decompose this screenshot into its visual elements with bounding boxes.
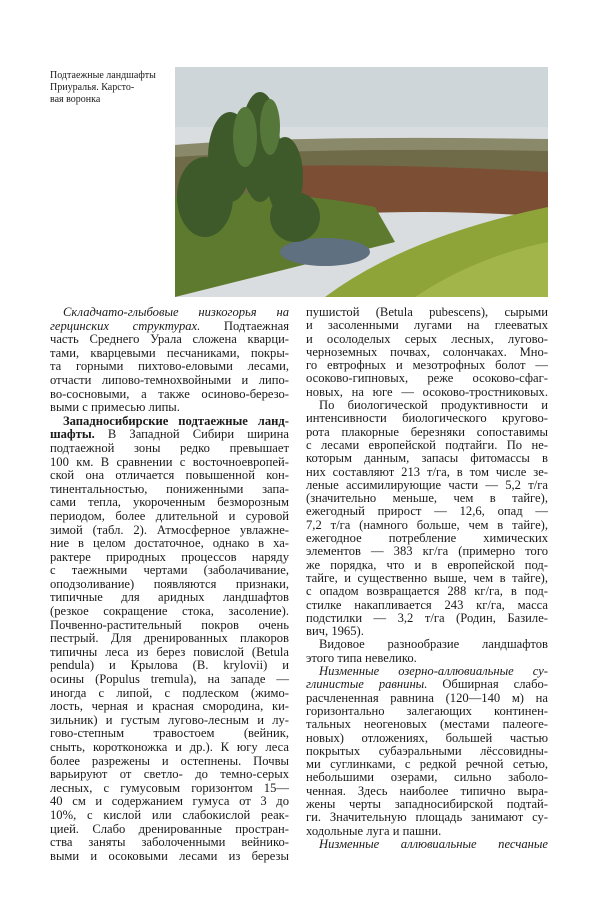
text-line: [306, 678, 548, 691]
body-text: часть Среднего Урала сложена кварци-: [50, 332, 289, 347]
text-line: [50, 782, 289, 796]
text-line: [306, 519, 548, 532]
text-line: [50, 388, 289, 402]
text-line: [50, 415, 289, 429]
caption-line: вая воронка: [50, 94, 101, 105]
body-text: интенсивности биологического кругово-: [306, 411, 548, 426]
text-column-left: [50, 306, 289, 863]
text-line: [50, 442, 289, 456]
text-line: [50, 741, 289, 755]
body-text: (резкое сокращение стока, засоление).: [50, 604, 289, 619]
text-line: [306, 599, 548, 612]
text-line: [306, 758, 548, 771]
body-text: 100 км. В сравнении с восточноевропей-: [50, 454, 289, 469]
body-text: типичные для аридных ландшафтов: [50, 590, 289, 605]
body-text: иногда с липой, с подлеском (жимо-: [50, 685, 289, 700]
text-line: [306, 359, 548, 372]
body-text: гово-степным травостоем (вейник,: [50, 726, 289, 741]
body-text: во-сосновыми, а также осиново-березо-: [50, 386, 289, 401]
caption-line: Подтаежные ландшафты: [50, 70, 156, 81]
body-text: ства заняты заболоченными вейнико-: [50, 835, 289, 850]
text-line: [50, 428, 289, 442]
body-text: варьируют от светло- до темно-серых: [50, 767, 289, 782]
body-text: них составляют 213 т/га, в том числе зе-: [306, 464, 548, 479]
text-column-right: [306, 306, 548, 851]
text-line: [50, 510, 289, 524]
body-text: тайге, и существенно выше, чем в тайге),: [306, 570, 548, 585]
body-text: ежегодное потребление химических: [306, 531, 548, 546]
bold-heading-text: Западносибирские подтаежные ланд-: [63, 413, 289, 428]
body-text: периодом, более длительной и суровой: [50, 508, 289, 523]
bold-heading-text: шафты.: [50, 427, 95, 442]
text-line: [306, 492, 548, 505]
body-text: ской она отличается повышенной кон-: [50, 468, 289, 483]
body-text: цией. Слабо дренированные простран-: [50, 821, 289, 836]
body-text: зимой (табл. 2). Атмосферное увлажне-: [50, 522, 289, 537]
body-text: лость, черная и красная смородина, ки-: [50, 699, 289, 714]
body-text: отчасти липово-темнохвойными и липо-: [50, 372, 289, 387]
text-line: [306, 466, 548, 479]
body-text: зильник) и густым лугово-лесным и лу-: [50, 712, 289, 727]
text-line: [306, 798, 548, 811]
text-line: [50, 537, 289, 551]
text-line: [50, 727, 289, 741]
body-text: pendula) и Крылова (B. krylovii) и: [50, 658, 289, 673]
text-line: [50, 714, 289, 728]
text-line: [306, 452, 548, 465]
text-line: [50, 700, 289, 714]
text-line: [50, 619, 289, 633]
body-text: пушистой (Betula pubescens), сырыми: [306, 305, 548, 319]
body-text: сныть, коротконожка и др.). К югу леса: [50, 740, 289, 754]
body-text: 7,2 т/га (намного больше, чем в тайге),: [306, 517, 548, 532]
body-text: ежегодный прирост — 12,6, опад —: [306, 504, 548, 519]
text-line: [306, 665, 548, 678]
body-text: ми суглинками, с редкой речной сетью,: [306, 757, 548, 772]
body-text: рота плакорные березняки сопоставимы: [306, 424, 548, 439]
body-text: 40 см и содержанием гумуса от 3 до: [50, 794, 289, 809]
body-text: более разрежены и остепнены. Почвы: [50, 753, 289, 768]
text-line: [306, 705, 548, 718]
body-text: 10%, с кислой или слабокислой реак-: [50, 807, 289, 822]
body-text: расчлененная равнина (120—140 м) на: [306, 690, 548, 705]
text-line: [306, 638, 548, 651]
text-line: [306, 825, 548, 838]
text-line: [50, 374, 289, 388]
landscape-photo: [175, 67, 548, 297]
text-line: [306, 811, 548, 824]
text-line: [306, 732, 548, 745]
text-line: [306, 585, 548, 598]
body-text: Видовое разнообразие ландшафтов: [319, 637, 548, 652]
body-text: В Западной Сибири ширина: [94, 427, 289, 442]
body-text: которым данным, запасы фитомассы в: [306, 451, 548, 466]
body-text: элементов — 383 кг/га (примерно того: [306, 544, 548, 559]
text-line: [50, 646, 289, 660]
text-line: [50, 524, 289, 538]
text-line: [306, 372, 548, 385]
body-text: Обширная слабо-: [427, 677, 548, 692]
text-line: [50, 836, 289, 850]
body-text: с таежными чертами (заболачивание,: [50, 563, 289, 578]
body-text: та горными пихтово-еловыми лесами,: [50, 359, 289, 374]
text-line: [50, 659, 289, 673]
text-line: [50, 768, 289, 782]
text-line: [306, 386, 548, 399]
text-line: [306, 346, 548, 359]
body-text: покрытых субаэральными лёссовидны-: [306, 743, 548, 758]
text-line: [50, 755, 289, 769]
text-line: [50, 591, 289, 605]
body-text: жены черты западносибирской подтай-: [306, 796, 548, 811]
body-text: пестрый. Для дренированных плакоров: [50, 631, 289, 646]
body-text: вич, 1965).: [306, 624, 364, 639]
body-text: осоково-гипновых, реже осоково-сфаг-: [306, 371, 548, 386]
body-text: небольшими озерами, сильно заболо-: [306, 770, 548, 785]
text-line: [50, 687, 289, 701]
body-text: тальных неогеновых (местами палеоге-: [306, 717, 548, 732]
body-text: подтаежной зоны редко превышает: [50, 440, 289, 455]
text-line: [306, 625, 548, 638]
text-line: [50, 469, 289, 483]
text-line: [306, 785, 548, 798]
body-text: ченная. Здесь наиболее типично выра-: [306, 783, 548, 798]
text-line: [50, 605, 289, 619]
text-line: [306, 692, 548, 705]
text-line: [306, 771, 548, 784]
text-line: [50, 551, 289, 565]
body-text: с лесами европейской подтайги. По не-: [306, 437, 548, 452]
text-line: [306, 439, 548, 452]
text-line: [306, 333, 548, 346]
text-line: [306, 319, 548, 332]
body-text: и засоленными лугами на глееватых: [306, 318, 548, 333]
body-text: типичны леса из берез повислой (Betula: [50, 644, 289, 659]
body-text: выми с примесью липы.: [50, 400, 180, 415]
text-line: [50, 632, 289, 646]
italic-heading-text: Низменные озерно-аллювиальные су-: [319, 664, 548, 679]
text-line: [50, 496, 289, 510]
body-text: го евтрофных и мезотрофных болот —: [306, 358, 548, 373]
photo-caption: [50, 70, 175, 106]
text-line: [50, 456, 289, 470]
body-text: горизонтально залегающих континен-: [306, 703, 548, 718]
body-text: выми и осоковыми лесами из березы: [50, 848, 289, 863]
italic-heading-text: Низменные аллювиальные песчаные: [319, 836, 548, 851]
text-line: [50, 673, 289, 687]
body-text: леные ассимилирующие части — 5,2 т/га: [306, 477, 548, 492]
text-line: [50, 360, 289, 374]
italic-heading-text: глинистые равнины.: [306, 677, 428, 692]
italic-heading-text: Складчато-глыбовые низкогорья на: [63, 305, 289, 319]
body-text: стилке накапливается 243 кг/га, масса: [306, 597, 548, 612]
body-text: этого типа невелико.: [306, 650, 417, 665]
text-line: [50, 823, 289, 837]
body-text: Почвенно-растительный покров очень: [50, 617, 289, 632]
body-text: тинентальностью, пониженными запа-: [50, 481, 289, 496]
text-line: [306, 426, 548, 439]
body-text: ходольные луга и пашни.: [306, 823, 442, 838]
body-text: новых) отложениях, большей частью: [306, 730, 548, 745]
text-line: [50, 850, 289, 864]
text-line: [306, 652, 548, 665]
body-text: новых, на юге — осоково-тростниковых.: [306, 384, 548, 399]
text-line: [306, 306, 548, 319]
text-line: [306, 745, 548, 758]
caption-line: Приуралья. Карсто-: [50, 82, 135, 93]
body-text: осины (Populus tremula), на западе —: [50, 672, 289, 687]
text-line: [50, 320, 289, 334]
text-line: [306, 505, 548, 518]
text-line: [306, 532, 548, 545]
text-line: [50, 306, 289, 320]
text-line: [50, 347, 289, 361]
body-text: черноземных почвах, солончаках. Мно-: [306, 344, 548, 359]
body-text: ги. Значительную площадь занимают су-: [306, 810, 548, 825]
text-line: [306, 838, 548, 851]
text-line: [306, 545, 548, 558]
text-line: [50, 809, 289, 823]
body-text: с опадом возвращается 288 кг/га, в под-: [306, 584, 548, 599]
body-text: рактере природных процессов наряду: [50, 549, 289, 564]
body-text: и осолоделых серых лесных, лугово-: [306, 331, 548, 346]
text-line: [50, 578, 289, 592]
text-line: [306, 612, 548, 625]
italic-heading-text: герцинских структурах.: [50, 318, 201, 333]
body-text: Подтаежная: [200, 318, 290, 333]
text-line: [306, 399, 548, 412]
body-text: тами, кварцевыми песчаниками, покры-: [50, 345, 289, 360]
body-text: сами тепла, укороченным безморозным: [50, 495, 289, 510]
text-line: [306, 412, 548, 425]
body-text: подстилки — 3,2 т/га (Родин, Базиле-: [306, 610, 548, 625]
text-line: [306, 572, 548, 585]
body-text: (значительно меньше, чем в тайге),: [306, 491, 548, 506]
text-line: [50, 483, 289, 497]
text-line: [50, 564, 289, 578]
body-text: оподзоливание) появляются признаки,: [50, 576, 289, 591]
body-text: же порядка, что и в европейской под-: [306, 557, 548, 572]
karst-sinkhole-photo-illustration: [175, 67, 548, 297]
text-line: [306, 718, 548, 731]
text-line: [50, 333, 289, 347]
body-text: ние в целом достаточное, однако в ха-: [50, 536, 289, 551]
text-line: [306, 559, 548, 572]
body-text: По биологической продуктивности и: [319, 398, 548, 413]
text-line: [306, 479, 548, 492]
body-text: лесных, с гумусовым горизонтом 15—: [50, 780, 289, 795]
text-line: [50, 795, 289, 809]
text-line: [50, 401, 289, 415]
